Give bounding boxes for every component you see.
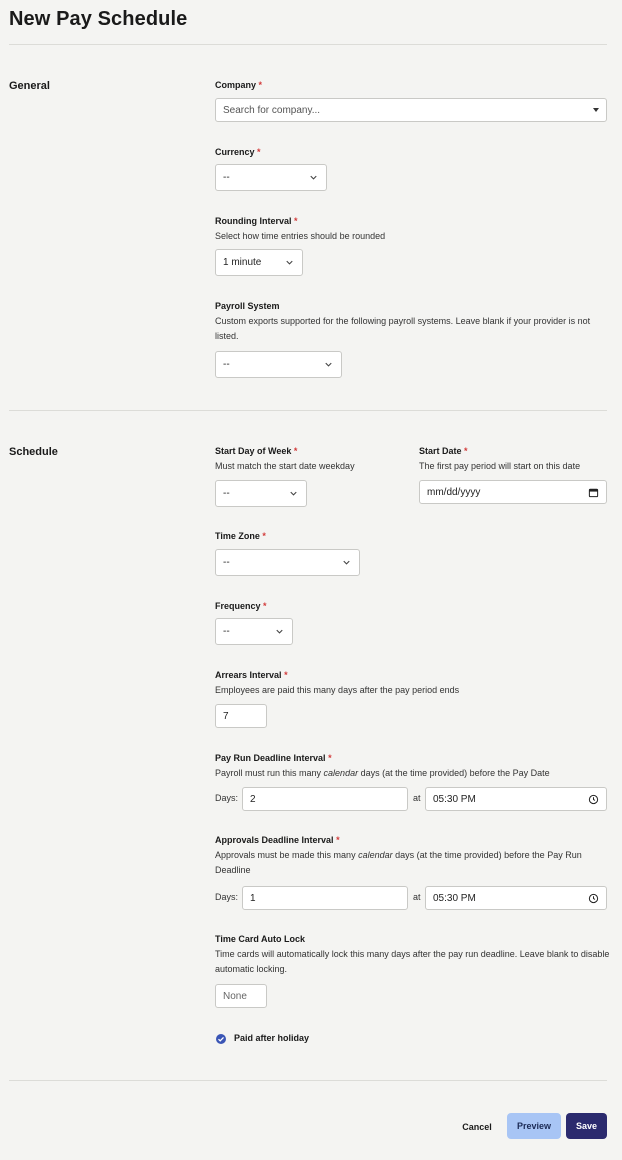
arrears-interval-help: Employees are paid this many days after the pay period ends <box>215 685 460 695</box>
divider <box>9 1080 607 1081</box>
chevron-down-icon <box>308 172 319 183</box>
time-zone-label: Time Zone * <box>215 531 266 541</box>
start-date-input[interactable]: mm/dd/yyyy <box>419 480 607 504</box>
chevron-down-icon <box>274 626 285 637</box>
chevron-down-icon <box>288 488 299 499</box>
auto-lock-help: Time cards will automatically lock this many days after the pay run deadline. Leave blank to disable automatic locking. <box>215 949 610 974</box>
caret-down-icon <box>593 108 599 112</box>
pay-run-deadline-help: Payroll must run this many calendar days (at the time provided) before the Pay Date <box>215 768 550 778</box>
company-search-select[interactable]: Search for company... <box>215 98 607 122</box>
payroll-system-select[interactable]: -- <box>215 351 342 378</box>
calendar-icon[interactable] <box>588 487 599 498</box>
approvals-deadline-help: Approvals must be made this many calendar days (at the time provided) before the Pay Run Deadline <box>215 850 582 875</box>
cancel-button[interactable]: Cancel <box>462 1122 492 1132</box>
currency-label: Currency * <box>215 147 261 157</box>
days-label: Days: <box>215 892 239 902</box>
approvals-deadline-label: Approvals Deadline Interval * <box>215 835 340 845</box>
at-label: at <box>413 892 421 902</box>
payroll-system-help: Custom exports supported for the following payroll systems. Leave blank if your provider is not listed. <box>215 316 591 341</box>
auto-lock-label: Time Card Auto Lock <box>215 934 306 944</box>
start-day-label: Start Day of Week * <box>215 446 298 456</box>
approvals-days-input[interactable]: 1 <box>242 886 408 910</box>
pay-run-days-input[interactable]: 2 <box>242 787 408 811</box>
pay-run-deadline-label: Pay Run Deadline Interval * <box>215 753 332 763</box>
pay-run-time-input[interactable]: 05:30 PM <box>425 787 607 811</box>
divider <box>9 410 607 411</box>
chevron-down-icon <box>323 359 334 370</box>
start-day-select[interactable]: -- <box>215 480 307 507</box>
time-zone-select[interactable]: -- <box>215 549 360 576</box>
days-label: Days: <box>215 793 239 803</box>
at-label: at <box>413 793 421 803</box>
clock-icon[interactable] <box>588 794 599 805</box>
save-button[interactable]: Save <box>566 1113 607 1139</box>
company-label: Company * <box>215 80 263 90</box>
chevron-down-icon <box>341 557 352 568</box>
arrears-interval-input[interactable]: 7 <box>215 704 267 728</box>
payroll-system-label: Payroll System <box>215 301 280 311</box>
clock-icon[interactable] <box>588 893 599 904</box>
start-date-label: Start Date * <box>419 446 468 456</box>
paid-after-holiday-checkbox[interactable] <box>216 1034 226 1044</box>
preview-button[interactable]: Preview <box>507 1113 561 1139</box>
chevron-down-icon <box>284 257 295 268</box>
start-date-help: The first pay period will start on this date <box>419 461 581 471</box>
frequency-select[interactable]: -- <box>215 618 293 645</box>
section-general-label: General <box>9 80 50 92</box>
divider <box>9 44 607 45</box>
page-title: New Pay Schedule <box>9 8 188 30</box>
check-icon <box>217 1035 225 1043</box>
arrears-interval-label: Arrears Interval * <box>215 670 288 680</box>
rounding-interval-label: Rounding Interval * <box>215 216 298 226</box>
auto-lock-input[interactable]: None <box>215 984 267 1008</box>
frequency-label: Frequency * <box>215 601 267 611</box>
section-schedule-label: Schedule <box>9 446 58 458</box>
rounding-interval-help: Select how time entries should be rounded <box>215 231 386 241</box>
approvals-time-input[interactable]: 05:30 PM <box>425 886 607 910</box>
rounding-interval-select[interactable]: 1 minute <box>215 249 303 276</box>
paid-after-holiday-label[interactable]: Paid after holiday <box>234 1033 310 1043</box>
currency-select[interactable]: -- <box>215 164 327 191</box>
start-day-help: Must match the start date weekday <box>215 461 355 471</box>
